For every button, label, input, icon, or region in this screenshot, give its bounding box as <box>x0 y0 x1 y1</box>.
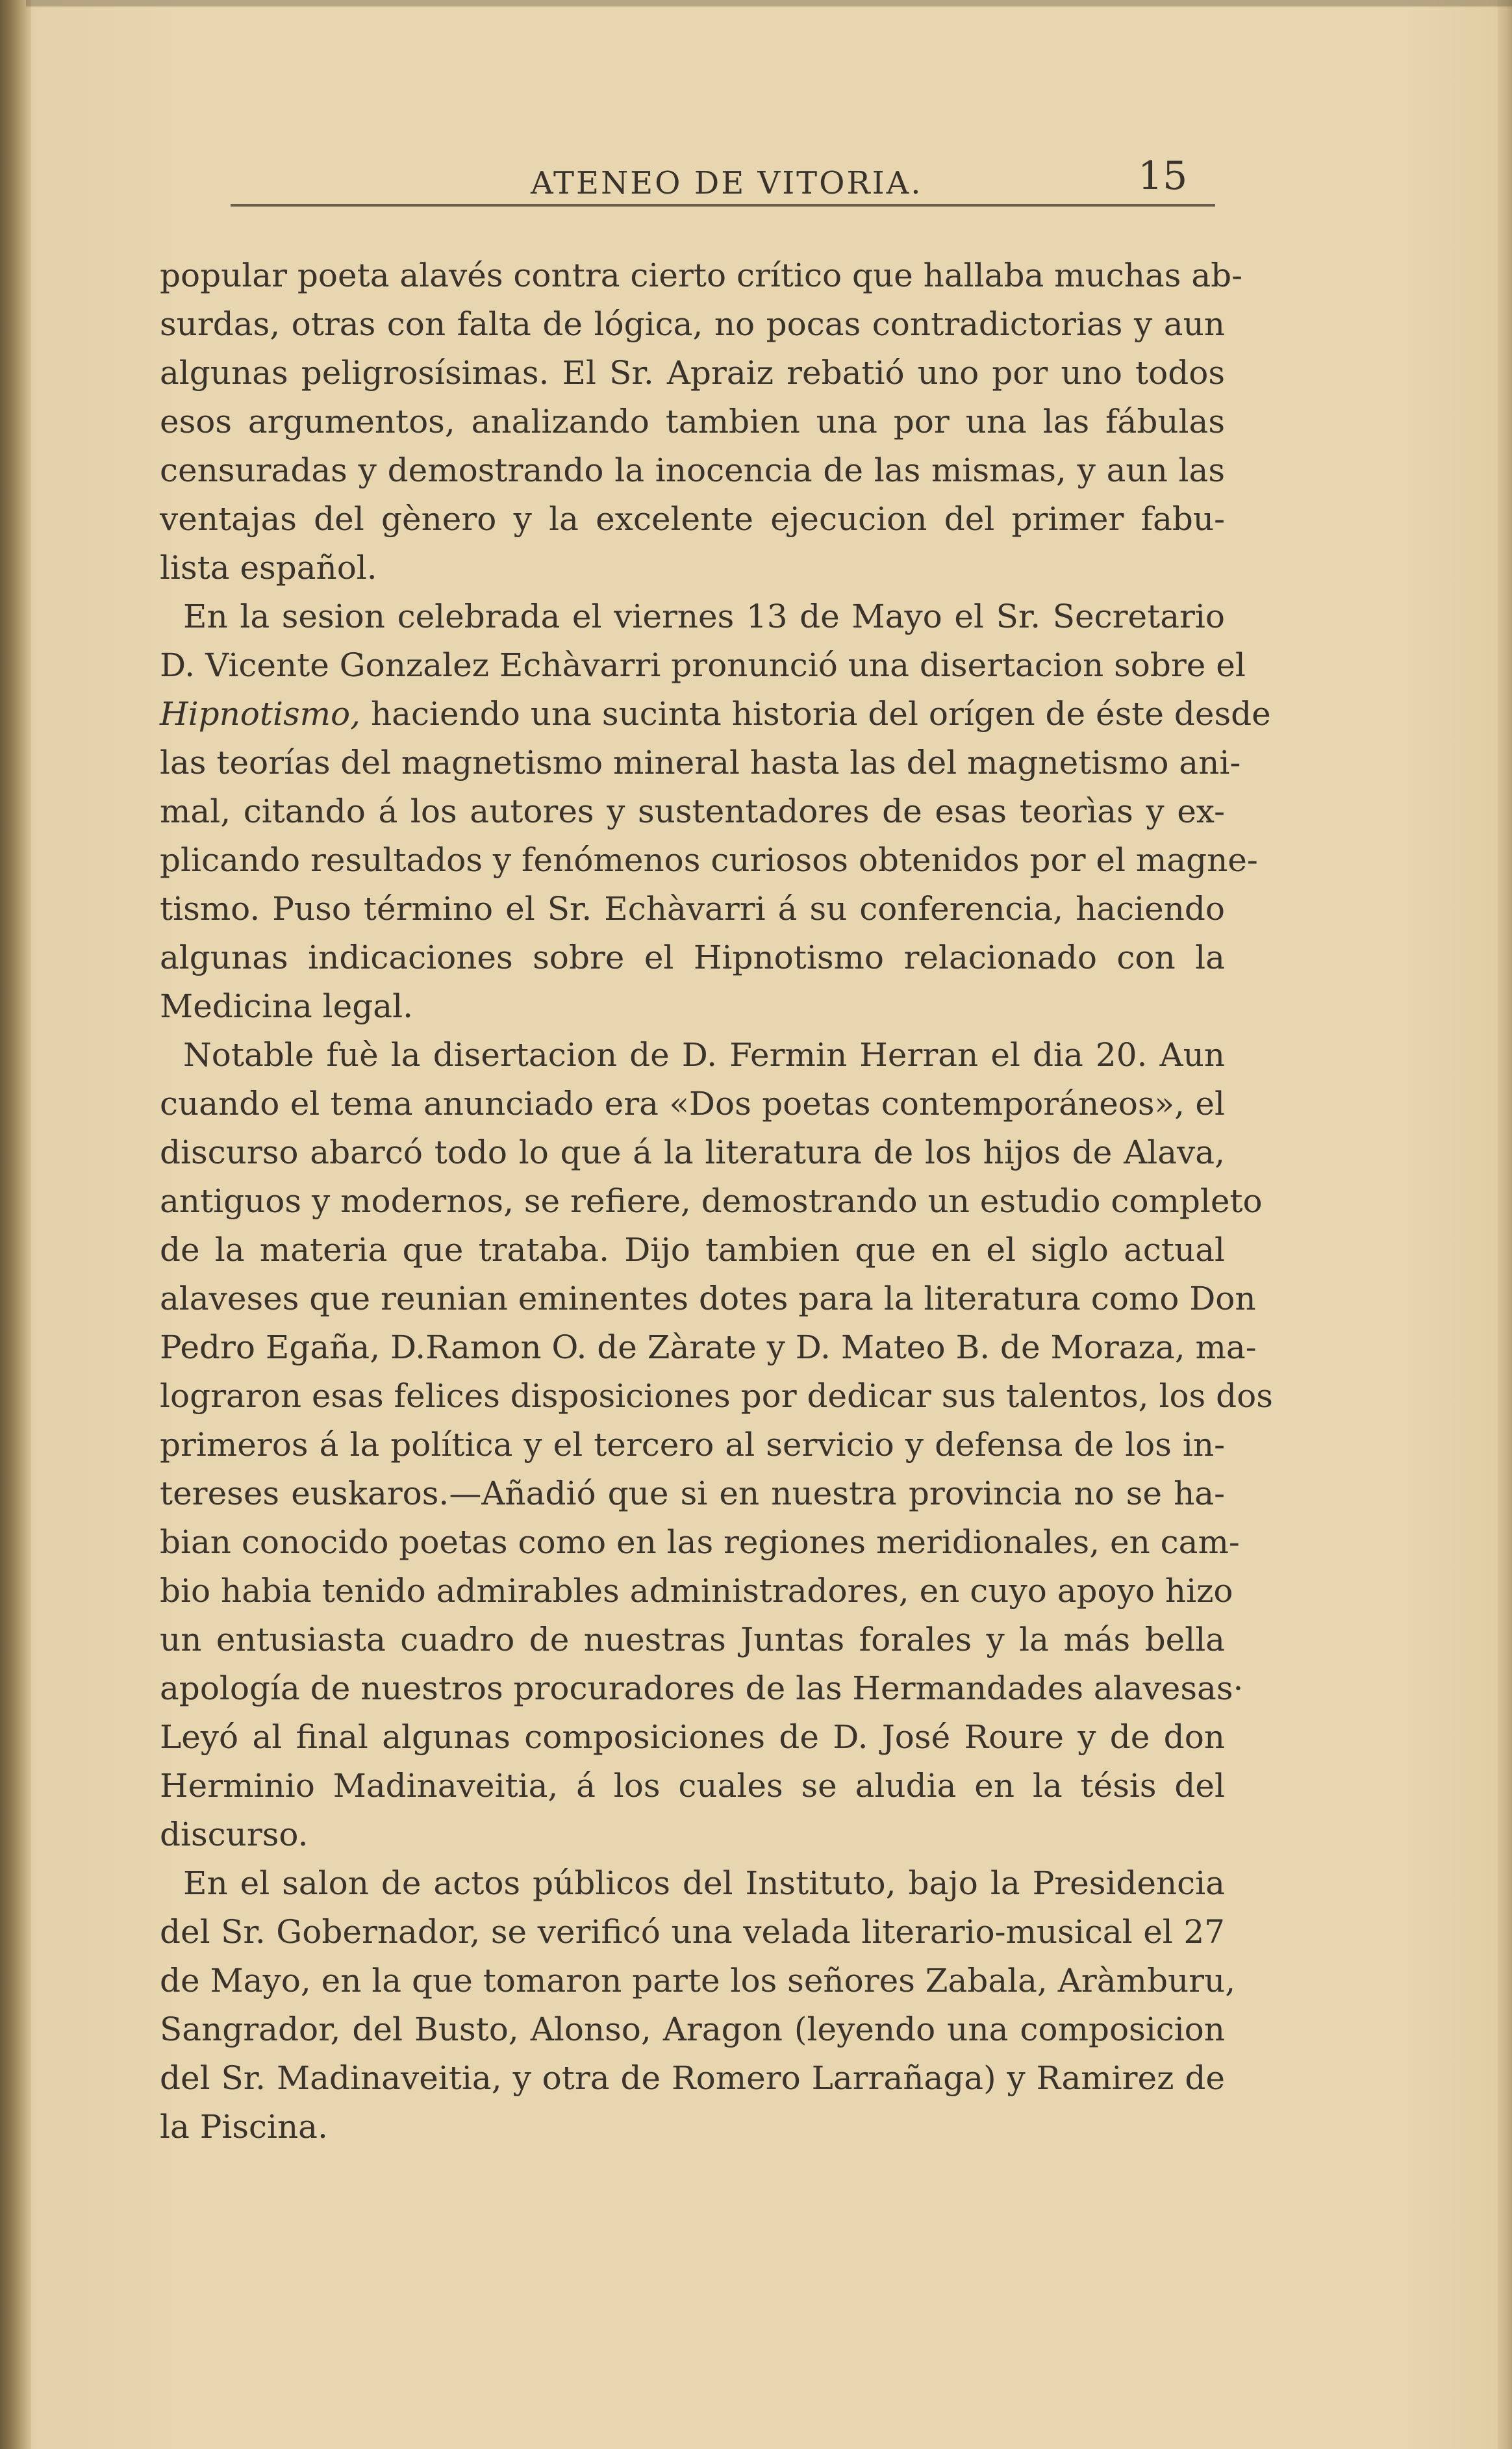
header-rule <box>231 204 1215 207</box>
body-text <box>160 251 1273 2151</box>
page-header <box>0 153 1512 205</box>
text-line: tereses euskaros.—Añadió que si en nuestra provincia no se ha- <box>160 1475 1225 1512</box>
text-line: surdas, otras con falta de lógica, no pocas contradictorias y aun <box>160 305 1225 343</box>
running-title: ATENEO DE VITORIA. <box>531 165 923 201</box>
text-line: primeros á la política y el tercero al servicio y defensa de los in- <box>160 1426 1225 1464</box>
text-line: En el salon de actos públicos del Instituto, bajo la Presidencia <box>183 1864 1225 1902</box>
text-line: esos argumentos, analizando tambien una por una las fábulas <box>160 403 1225 440</box>
text-line: antiguos y modernos, se refiere, demostrando un estudio completo <box>160 1182 1263 1220</box>
text-line: apología de nuestros procuradores de las Hermandades alavesas· <box>160 1669 1244 1707</box>
text-line: lograron esas felices disposiciones por dedicar sus talentos, los dos <box>160 1377 1273 1415</box>
italic-term: Hipnotismo, <box>160 695 361 733</box>
text-line: Notable fuè la disertacion de D. Fermin Herran el dia 20. Aun <box>183 1036 1225 1074</box>
text-line: lista español. <box>160 549 377 587</box>
text-line: de la materia que trataba. Dijo tambien que en el siglo actual <box>160 1231 1225 1269</box>
text-line: bian conocido poetas como en las regiones meridionales, en cam- <box>160 1523 1240 1561</box>
text-line: mal, citando á los autores y sustentadores de esas teorìas y ex- <box>160 793 1225 830</box>
text-line: la Piscina. <box>160 2108 328 2146</box>
text-line: Sangrador, del Busto, Alonso, Aragon (leyendo una composicion <box>160 2011 1225 2048</box>
page-number: 15 <box>1138 153 1188 199</box>
text-line-rest: haciendo una sucinta historia del orígen de éste desde <box>370 695 1271 733</box>
top-edge-shadow <box>26 0 1512 6</box>
text-line: discurso. <box>160 1816 309 1853</box>
text-line: En la sesion celebrada el viernes 13 de Mayo el Sr. Secretario <box>183 598 1225 635</box>
text-line: del Sr. Madinaveitia, y otra de Romero Larrañaga) y Ramirez de <box>160 2059 1225 2097</box>
text-line: plicando resultados y fenómenos curiosos obtenidos por el magne- <box>160 841 1258 879</box>
text-line: las teorías del magnetismo mineral hasta las del magnetismo ani- <box>160 744 1241 781</box>
text-line: Pedro Egaña, D.Ramon O. de Zàrate y D. Mateo B. de Moraza, ma- <box>160 1328 1257 1366</box>
text-line: del Sr. Gobernador, se verificó una velada literario-musical el 27 <box>160 1913 1225 1951</box>
text-line: alaveses que reunian eminentes dotes para la literatura como Don <box>160 1280 1256 1317</box>
text-line: algunas indicaciones sobre el Hipnotismo relacionado con la <box>160 939 1225 976</box>
text-line: cuando el tema anunciado era «Dos poetas contemporáneos», el <box>160 1085 1225 1123</box>
text-line: un entusiasta cuadro de nuestras Juntas forales y la más bella <box>160 1621 1225 1658</box>
text-line: de Mayo, en la que tomaron parte los señores Zabala, Aràmburu, <box>160 1962 1236 1999</box>
text-line: Leyó al final algunas composiciones de D. José Roure y de don <box>160 1718 1225 1756</box>
text-line: censuradas y demostrando la inocencia de las mismas, y aun las <box>160 451 1225 489</box>
page-right-edge <box>1498 0 1512 2449</box>
text-line: algunas peligrosísimas. El Sr. Apraiz rebatió uno por uno todos <box>160 354 1225 392</box>
text-line: popular poeta alavés contra cierto crítico que hallaba muchas ab- <box>160 257 1243 294</box>
text-line: discurso abarcó todo lo que á la literatura de los hijos de Alava, <box>160 1134 1225 1171</box>
text-line: Herminio Madinaveitia, á los cuales se aludia en la tésis del <box>160 1767 1225 1805</box>
text-line: D. Vicente Gonzalez Echàvarri pronunció una disertacion sobre el <box>160 646 1246 684</box>
book-binding-edge <box>0 0 31 2449</box>
text-line: Medicina legal. <box>160 987 413 1025</box>
text-line: tismo. Puso término el Sr. Echàvarri á su conferencia, haciendo <box>160 890 1225 928</box>
text-line: bio habia tenido admirables administradores, en cuyo apoyo hizo <box>160 1572 1233 1610</box>
text-line: ventajas del gènero y la excelente ejecucion del primer fabu- <box>160 500 1225 538</box>
text-line-with-italic <box>160 690 1271 739</box>
